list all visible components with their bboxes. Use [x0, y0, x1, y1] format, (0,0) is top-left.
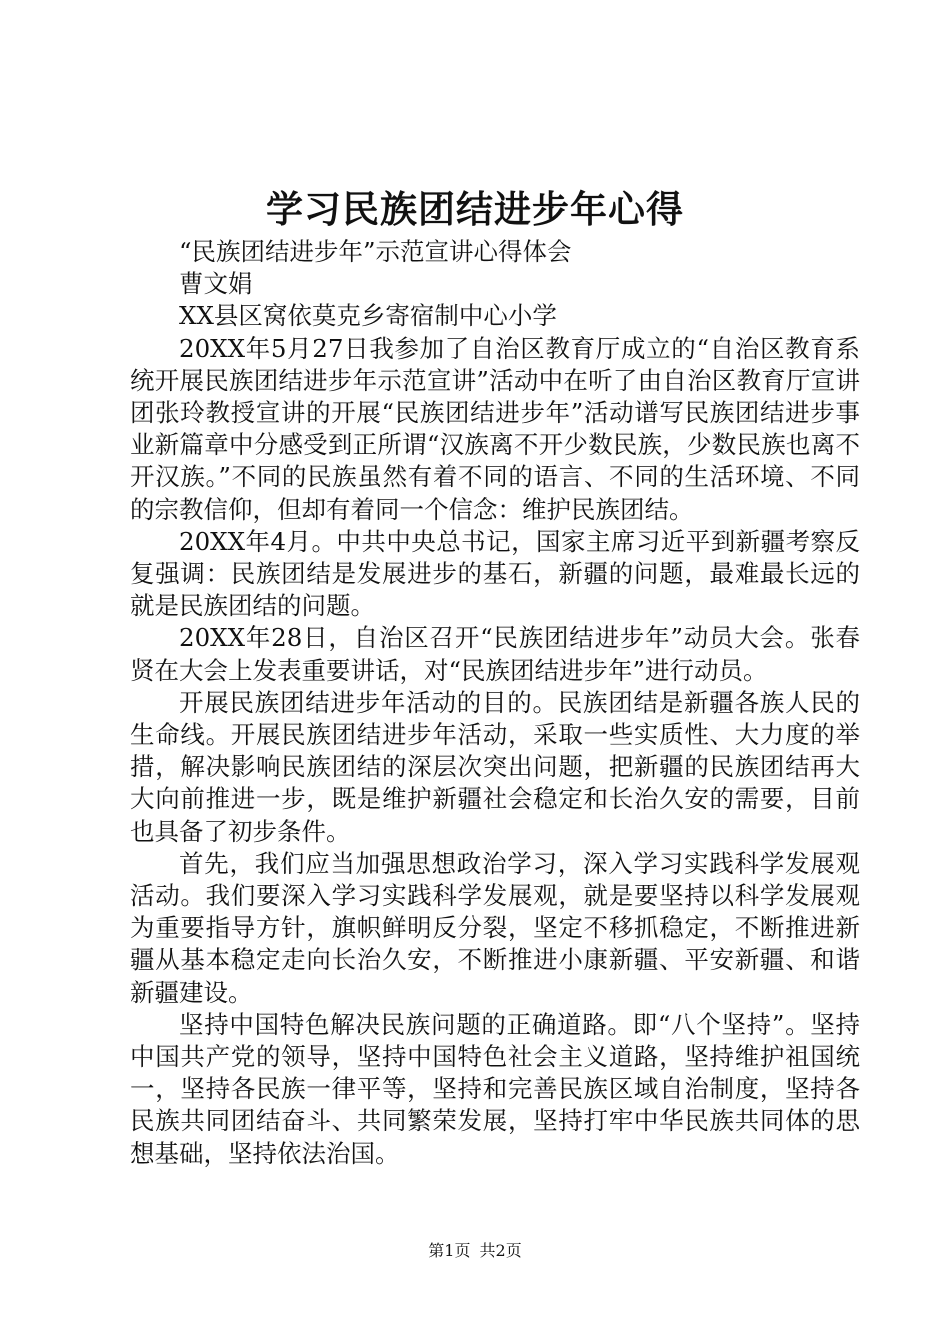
subtitle-line: “民族团结进步年”示范宣讲心得体会: [179, 237, 572, 266]
paragraph: 20XX年5月27日我参加了自治区教育厅成立的“自治区教育系统开展民族团结进步年示范宣讲”活动中在听了由自治区教育厅宣讲团张玲教授宣讲的开展“民族团结进步年”活动谱写民族团结进步事业新篇章中分感受到正所谓“汉族离不开少数民族，少数民族也离不开汉族。”不同的民族虽然有着不同的语言、不同的生活环境、不同的宗教信仰，但却有着同一个信念：维护民族团结。: [130, 333, 860, 524]
paragraph: 20XX年4月。中共中央总书记，国家主席习近平到新疆考察反复强调：民族团结是发展进步的基石，新疆的问题，最难最长远的就是民族团结的问题。: [130, 526, 860, 621]
paragraph: 首先，我们应当加强思想政治学习，深入学习实践科学发展观活动。我们要深入学习实践科学发展观，就是要坚持以科学发展观为重要指导方针，旗帜鲜明反分裂，坚定不移抓稳定，不断推进新疆从基本稳定走向长治久安，不断推进小康新疆、平安新疆、和谐新疆建设。: [130, 848, 860, 1007]
school-line: XX县区窝依莫克乡寄宿制中心小学: [179, 301, 557, 331]
page-number: 第1页: [428, 1241, 471, 1260]
paragraph: 坚持中国特色解决民族问题的正确道路。即“八个坚持”。坚持中国共产党的领导，坚持中国特色社会主义道路，坚持维护祖国统一，坚持各民族一律平等，坚持和完善民族区域自治制度，坚持各民族共同团结奋斗、共同繁荣发展，坚持打牢中华民族共同体的思想基础，坚持依法治国。: [130, 1009, 860, 1168]
paragraph: 开展民族团结进步年活动的目的。民族团结是新疆各族人民的生命线。开展民族团结进步年活动，采取一些实质性、大力度的举措，解决影响民族团结的深层次突出问题，把新疆的民族团结再大大向前推进一步，既是维护新疆社会稳定和长治久安的需要，目前也具备了初步条件。: [130, 687, 860, 846]
document-title: 学习民族团结进步年心得: [266, 187, 684, 231]
page-total: 共2页: [479, 1241, 522, 1260]
paragraph: 20XX年28日，自治区召开“民族团结进步年”动员大会。张春贤在大会上发表重要讲话，对“民族团结进步年”进行动员。: [130, 623, 860, 685]
author-line: 曹文娟: [179, 269, 253, 299]
document-body: [130, 236, 860, 1170]
page-footer: [0, 1240, 950, 1262]
